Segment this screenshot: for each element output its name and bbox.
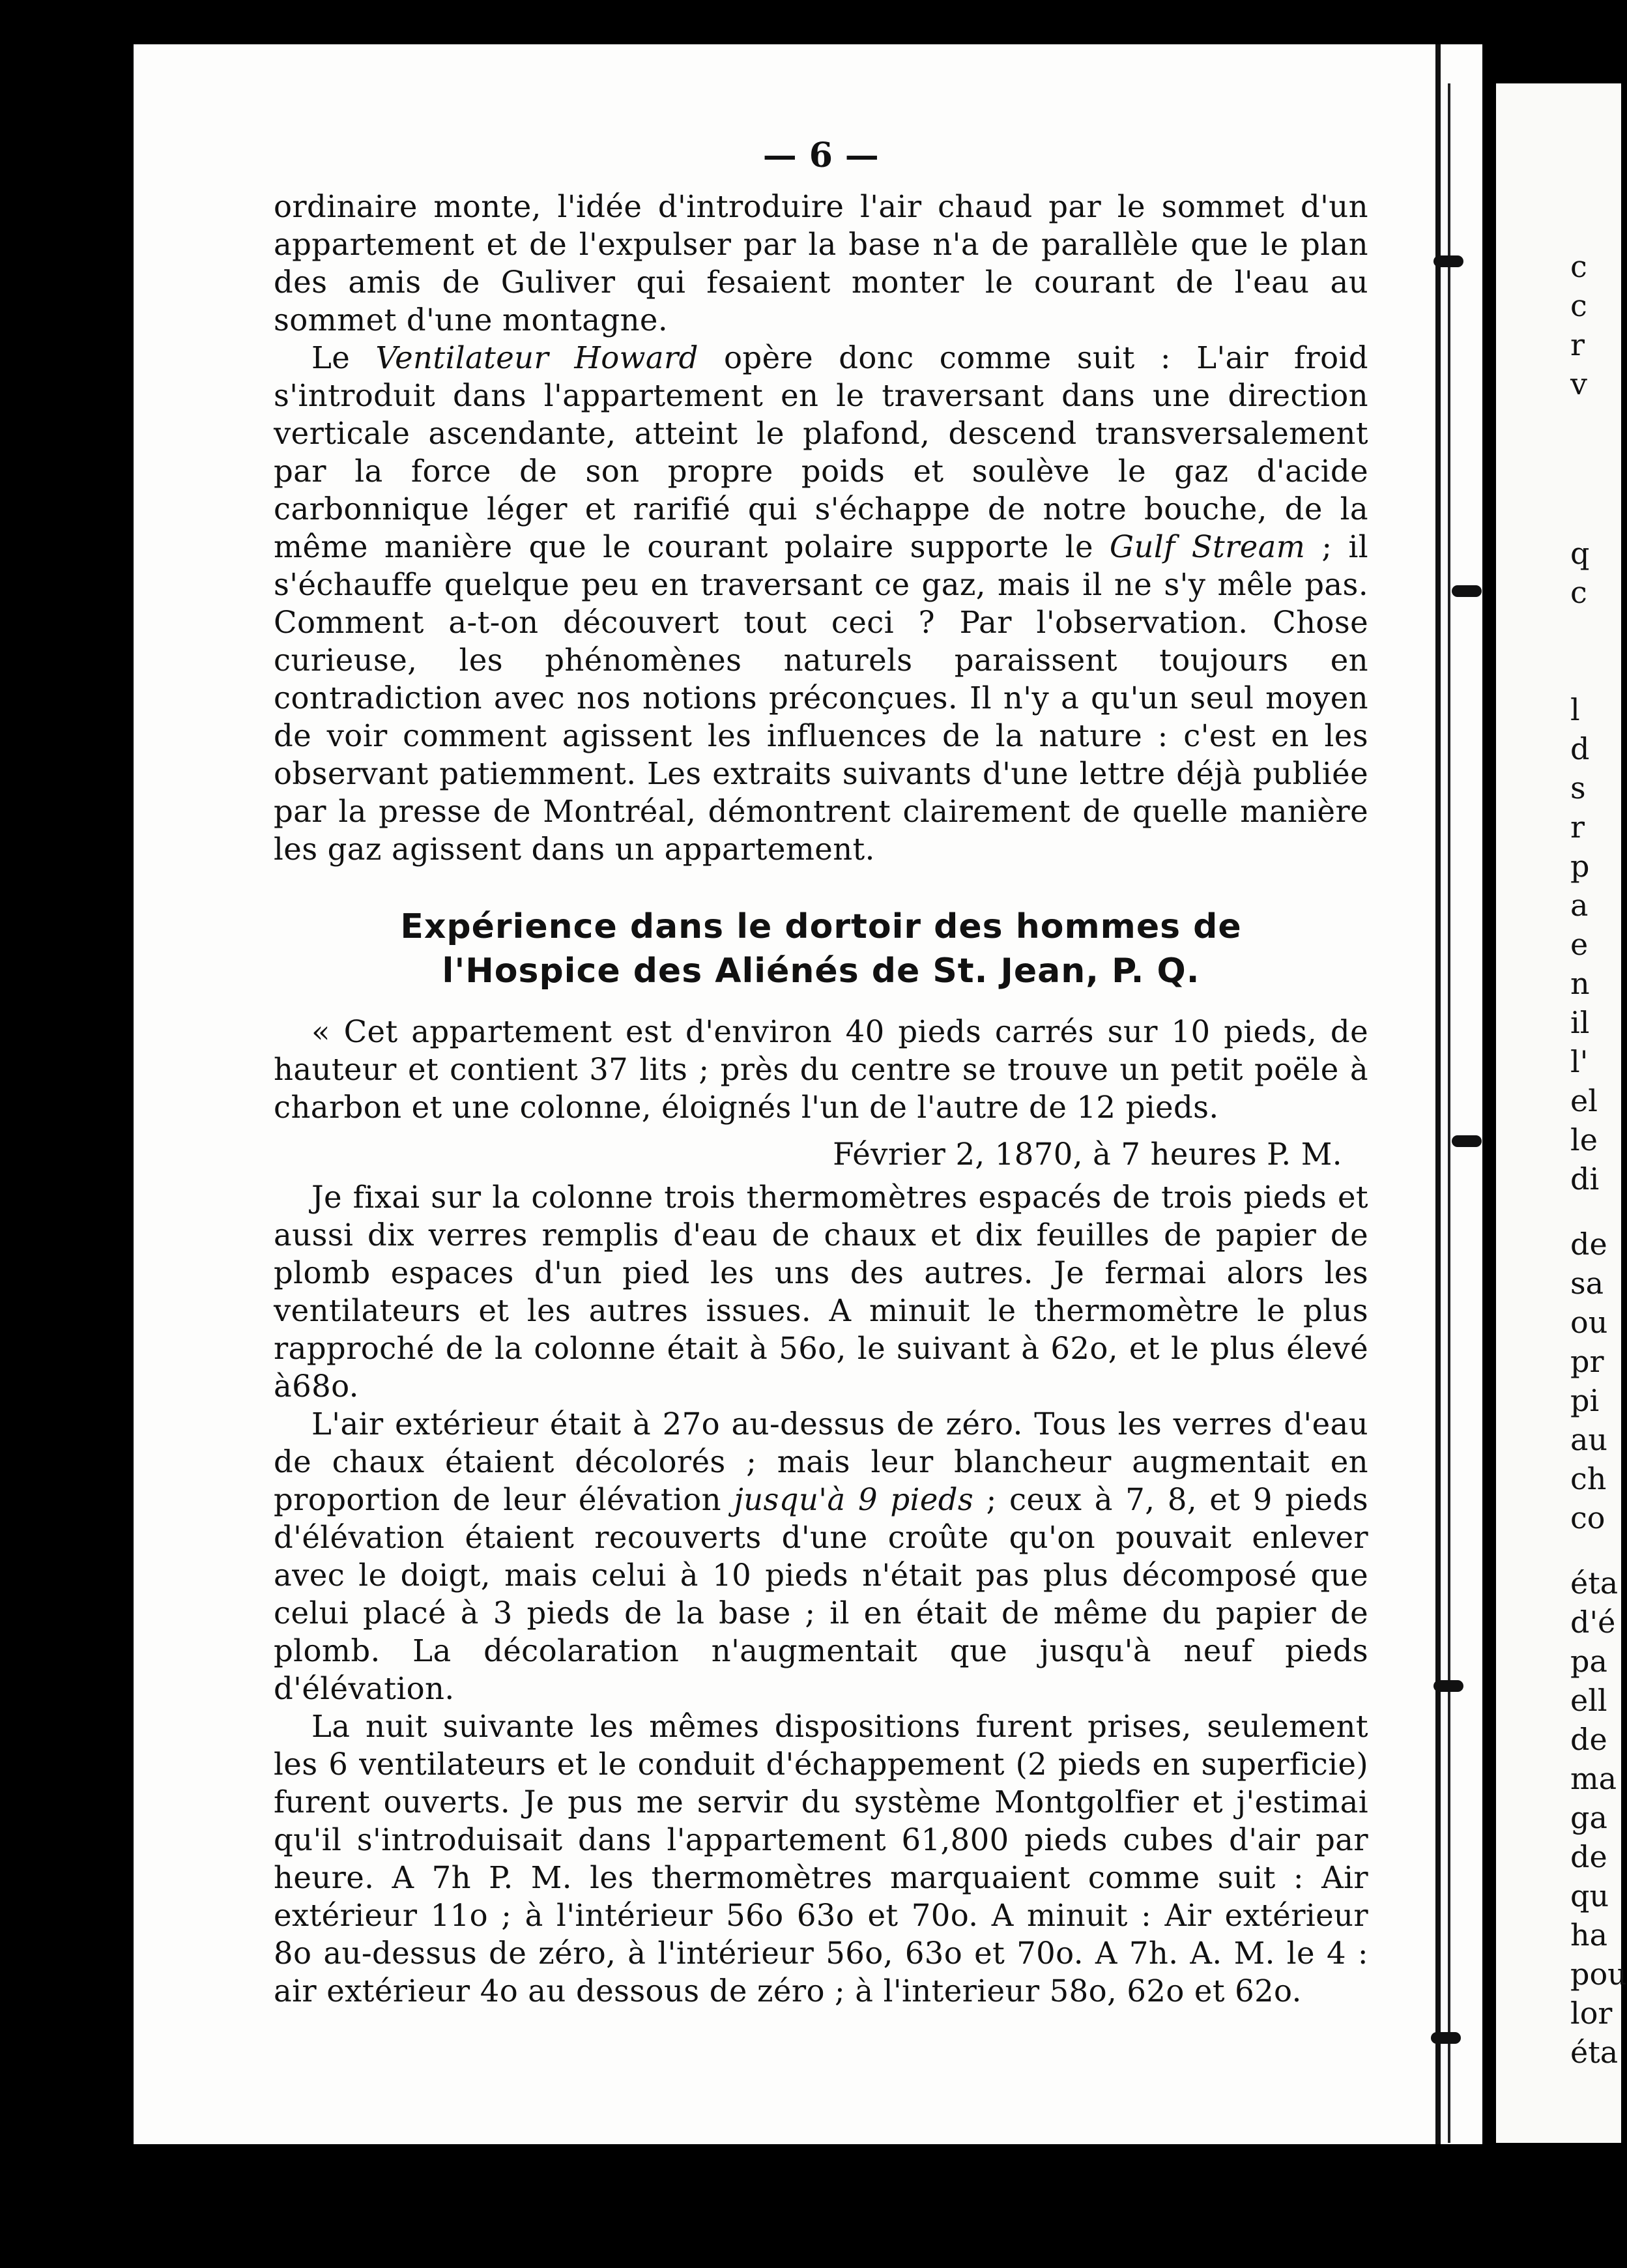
facing-page-fragment: q [1570,536,1590,571]
facing-page-fragment: pi [1570,1383,1600,1418]
binding-mark [1452,585,1482,597]
binding-edge [1435,44,1441,2144]
text-column [274,137,1368,2010]
facing-page-fragment: éta [1570,2035,1619,2070]
paragraph-text: opère donc comme suit : L'air froid s'introduit dans l'appartement en le traversant dans une direction verticale ascendante, atteint le plafond, descend transversalement par la force de son propre poids et soulève le gaz d'acide carbonnique léger et rarifié qui s'échappe de notre bouche, de la même manière que le courant polaire supporte le [274,340,1368,564]
product-name: Ventilateur Howard [375,340,698,375]
facing-page-fragment: e [1570,927,1589,962]
page-number: — 6 — [762,136,880,175]
facing-page-fragment: l [1570,692,1580,727]
facing-page-fragment: co [1570,1500,1605,1535]
facing-page-fragment: de [1570,1722,1607,1757]
facing-page-fragment: qu [1570,1878,1609,1913]
facing-page-fragment: n [1570,966,1590,1001]
section-heading-line: l'Hospice des Aliénés de St. Jean, P. Q. [442,952,1200,991]
binding-mark [1433,1680,1463,1692]
dateline: Février 2, 1870, à 7 heures P. M. [833,1137,1342,1172]
facing-page-fragment: le [1570,1122,1598,1157]
quote-intro: « Cet appartement est d'environ 40 pieds carrés sur 10 pieds, de hauteur et contient 37 lits ; près du centre se trouve un petit poële à charbon et une colonne, éloignés l'un de l'autre de 12 pieds. [274,1014,1368,1125]
facing-page-fragment: l' [1570,1044,1589,1079]
binding-mark [1433,255,1463,267]
facing-page-fragment: pr [1570,1344,1604,1379]
emphasis: jusqu'à 9 pieds [734,1482,974,1517]
facing-page-fragment: d'é [1570,1605,1616,1640]
facing-page-fragment: c [1570,575,1587,610]
paragraph-experiment: Je fixai sur la colonne trois thermomètres espacés de trois pieds et aussi dix verres remplis d'eau de chaux et dix feuilles de papier de plomb espaces d'un pied les uns des autres. Je fermai alors les ventilateurs et les autres issues. A minuit le thermomètre le plus rapproché de la colonne était à 56o, le suivant à 62o, et le plus élevé à68o. [274,1180,1368,1404]
facing-page-fragment: ell [1570,1683,1607,1718]
facing-page-fragment: ch [1570,1461,1607,1496]
facing-page-fragment: p [1570,849,1590,884]
facing-page-fragment: r [1570,327,1585,362]
facing-page-fragment: pa [1570,1644,1607,1679]
facing-page-fragment: v [1570,366,1587,401]
facing-page-fragment: s [1570,770,1586,806]
facing-page-fragment: ha [1570,1917,1608,1953]
facing-page-fragment: di [1570,1161,1600,1197]
binding-mark [1431,2032,1461,2044]
paragraph-text: ; il s'échauffe quelque peu en traversant ce gaz, mais il ne s'y mêle pas. Comment a-t-on découvert tout ceci ? Par l'observation. Chose curieuse, les phénomènes naturels paraissent toujours en contradiction avec nos notions préconçues. Il n'y a qu'un seul moyen de voir comment agissent les influences de la nature : c'est en les observant patiemment. Les extraits suivants d'une lettre déjà publiée par la presse de Montréal, démontrent clairement de quelle manière les gaz agissent dans un appartement. [274,529,1368,867]
facing-page-fragment: ga [1570,1800,1607,1835]
facing-page-fragment: éta [1570,1565,1619,1601]
paragraph-next-night: La nuit suivante les mêmes dispositions furent prises, seulement les 6 ventilateurs et le conduit d'échappement (2 pieds en superficie) furent ouverts. Je pus me servir du système Montgolfier et j'estimai qu'il s'introduisait dans l'appartement 61,800 pieds cubes d'air par heure. A 7h P. M. les thermomètres marquaient comme suit : Air extérieur 11o ; à l'intérieur 56o 63o et 70o. A minuit : Air extérieur 8o au-dessus de zéro, à l'intérieur 56o, 63o et 70o. A 7h. A. M. le 4 : air extérieur 4o au dessous de zéro ; à l'interieur 58o, 62o et 62o. [274,1709,1368,2009]
facing-page-fragment: pou [1570,1956,1627,1992]
binding-mark [1452,1135,1482,1147]
facing-page-fragment: d [1570,731,1590,766]
facing-page-fragment: ou [1570,1305,1608,1340]
facing-page-fragment: r [1570,809,1585,845]
facing-page-fragment: ma [1570,1761,1617,1796]
paragraph-text: Le [311,340,376,375]
section-heading-line: Expérience dans le dortoir des hommes de [400,907,1242,946]
section-heading [274,905,1368,993]
paragraph-text: L'air extérieur était à 27o au-dessus de zéro. Tous les verres d'eau de chaux étaient décolorés ; mais leur blancheur augmentait en proportion de leur élévation [274,1406,1368,1517]
facing-page-fragment: c [1570,249,1587,284]
current-name: Gulf Stream [1109,529,1306,564]
facing-page-fragment: de [1570,1227,1607,1262]
paragraph-results [274,1405,1368,1708]
facing-page-fragment: de [1570,1839,1607,1874]
facing-page-fragment: sa [1570,1266,1604,1301]
facing-page-fragment: lor [1570,1996,1613,2031]
facing-page-fragment: el [1570,1083,1598,1118]
facing-page-fragment: a [1570,888,1589,923]
paragraph-ventilator [274,339,1368,868]
facing-page-fragment: il [1570,1005,1590,1040]
facing-page-fragment: c [1570,288,1587,323]
facing-page-fragment: au [1570,1422,1608,1457]
facing-page-rule [1448,83,1450,2143]
paragraph-text: ; ceux à 7, 8, et 9 pieds d'élévation étaient recouverts d'une croûte qu'on pouvait enlever avec le doigt, mais celui à 10 pieds n'était pas plus décomposé que celui placé à 3 pieds de la base ; il en était de même du papier de plomb. La décolaration n'augmentait que jusqu'à neuf pieds d'élévation. [274,1482,1368,1706]
paragraph-continuation: ordinaire monte, l'idée d'introduire l'air chaud par le sommet d'un appartement et de l'expulser par la base n'a de parallèle que le plan des amis de Guliver qui fesaient monter le courant de l'eau au sommet d'une montagne. [274,189,1368,338]
